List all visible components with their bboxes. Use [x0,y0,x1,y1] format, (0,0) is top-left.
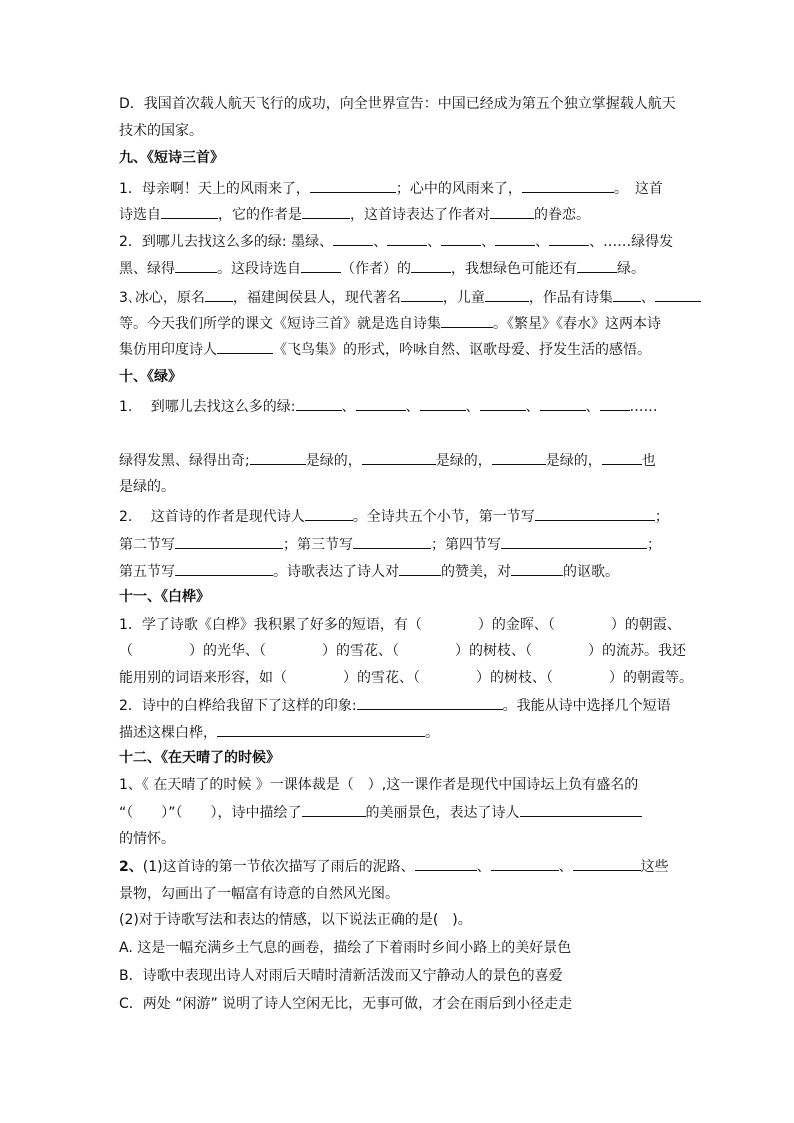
q10-2-text-f: ；第四节写 [431,537,501,553]
blank[interactable] [655,289,701,302]
separator: 、 [373,234,388,250]
blank[interactable] [353,536,431,549]
blank[interactable] [399,563,441,576]
q12-1-line-1: 1、《 在天晴了的时候 》一课体裁是（ ）,这一课作者是现代中国诗坛上负有盛名的 [119,777,639,793]
q10-2-line-1 [119,508,669,525]
blank[interactable] [495,233,535,246]
q12-2-line-1 [119,858,669,875]
separator: 、 [589,234,604,250]
blank[interactable] [485,289,529,302]
blank[interactable] [362,452,436,465]
q9-2-line-2 [119,260,645,277]
q10-2-text-j: 的赞美，对 [441,564,511,580]
blank[interactable] [387,233,427,246]
blank[interactable] [175,536,283,549]
blank[interactable] [520,804,642,817]
q12-2-line-3: (2)对于诗歌写法和表达的情感，以下说法正确的是( )。 [119,912,472,928]
blank[interactable] [441,233,481,246]
q9-3-text-c: ，儿童 [442,290,485,306]
q10-1-text-b: 绿得发黑、绿得出奇; [119,453,250,469]
separator: 、 [525,399,540,415]
blank[interactable] [175,260,217,273]
blank[interactable] [217,341,273,354]
option-d-line-2: 技术的国家。 [119,123,203,139]
q10-1-text-c: 是绿的， [305,453,362,469]
blank[interactable] [535,508,655,521]
q12-1-line-2 [119,804,642,821]
section-12-heading: 十二、《在天晴了的时候》 [119,750,280,766]
q9-2-text-c: 。这段诗选自 [217,261,301,277]
q9-2-text-a: 2．到哪儿去找这么多的绿: 墨绿、 [119,234,334,250]
blank[interactable] [250,452,306,465]
q12-1-text-c: 的美丽景色，表达了诗人 [365,805,520,821]
q12-2-text-end: 这些 [640,859,669,875]
q10-1-text-a: 1. 到哪儿去找这么多的绿: [119,399,296,415]
blank[interactable] [302,206,350,219]
separator: 、 [427,234,442,250]
option-c: C．两处 “闲游” 说明了诗人空闲无比，无事可做，才会在雨后到小径走走 [119,996,573,1012]
q9-2-text-end: ……绿得发 [603,234,674,250]
separator: 、 [405,399,420,415]
blank[interactable] [175,563,273,576]
q12-2-text-a: (1)这首诗的第一节依次描写了雨后的泥路、 [142,859,415,875]
q9-2-text-e: ，我想绿色可能还有 [451,261,577,277]
q11-2-text-d: 。 [425,725,439,741]
blank[interactable] [540,398,586,411]
q10-1-text-e: 是绿的， [545,453,602,469]
q9-3-text-a: 3､冰心，原名 [119,290,205,306]
option-a: A. 这是一幅充满乡土气息的画卷，描绘了下着雨时乡间小路上的美好景色 [119,940,572,956]
q10-1-line-1 [119,398,658,415]
blank[interactable] [161,206,218,219]
separator: 、 [341,399,356,415]
section-10-heading: 十、《绿》 [119,369,182,385]
q9-3-line-2 [119,315,661,332]
q10-2-text-k: 的讴歌。 [563,564,619,580]
section-11-heading: 十一、《白桦》 [119,589,210,605]
blank[interactable] [492,452,546,465]
blank[interactable] [310,180,396,193]
q12-1-line-3: 的情怀。 [119,831,175,847]
q9-3-text-h: 集仿用印度诗人 [119,342,217,358]
separator: 、 [535,234,550,250]
q9-3-text-f: 等。今天我们所学的课文《短诗三首》就是选自诗集 [119,316,441,332]
blank[interactable] [480,398,526,411]
q10-2-text-i: 。诗歌表达了诗人对 [273,564,399,580]
q12-2-number: 2、 [119,859,143,875]
blank[interactable] [401,289,443,302]
q9-1-text-a: 1．母亲啊！天上的风雨来了， [119,181,310,197]
blank[interactable] [602,452,642,465]
blank[interactable] [613,289,641,302]
q9-3-line-3 [119,341,651,358]
q10-2-text-c: ； [654,509,669,525]
blank[interactable] [577,260,617,273]
q9-2-text-d: （作者）的 [341,261,411,277]
blank[interactable] [573,858,641,871]
blank[interactable] [441,315,493,328]
q9-2-text-f: 绿。 [617,261,645,277]
blank[interactable] [305,508,353,521]
q9-3-line-1 [119,289,701,306]
q11-2-text-c: 描述这棵白桦， [119,725,217,741]
q11-1-line-1: 1．学了诗歌《白桦》我积累了好多的短语，有（ ）的金晖、（ ）的朝霞、 [119,617,681,633]
option-b: B．诗歌中表现出诗人对雨后天晴时清新活泼而又宁静动人的景色的喜爱 [119,968,563,984]
blank[interactable] [296,398,342,411]
blank[interactable] [333,233,373,246]
blank[interactable] [415,858,477,871]
blank[interactable] [205,289,233,302]
q10-1-text-d: 是绿的， [435,453,492,469]
q10-2-text-d: 第二节写 [119,537,175,553]
blank[interactable] [522,180,614,193]
option-d-line-1: D．我国首次载人航天飞行的成功，向全世界宣告：中国已经成为第五个独立掌握载人航天 [119,96,676,112]
q9-3-text-i: 《飞鸟集》的形式，吟咏自然、讴歌母爱、抒发生活的感悟。 [273,342,651,358]
q11-1-line-2: （ ）的光华、（ ）的雪花、（ ）的树枝、（ ）的流苏。我还 [119,643,686,659]
q9-3-text-d: ，作品有诗集 [528,290,613,306]
separator: 、 [476,859,491,875]
q10-1-line-3: 是绿的。 [119,479,175,495]
q9-1-line-2 [119,206,590,223]
section-9-heading: 九、《短诗三首》 [119,150,224,166]
separator: 、 [585,399,600,415]
q11-2-text-a: 2．诗中的白桦给我留下了这样的印象: [119,698,357,714]
blank[interactable] [549,233,589,246]
q9-3-text-e: 、 [640,290,655,306]
q10-1-text-f: 也 [641,453,656,469]
ellipsis: …… [629,399,658,415]
blank[interactable] [490,206,534,219]
blank[interactable] [491,858,559,871]
q9-1-text-b: ；心中的风雨来了， [395,181,522,197]
blank[interactable] [411,260,451,273]
q9-1-text-f: ，这首诗表达了作者对 [350,207,490,223]
blank[interactable] [356,398,406,411]
q9-3-text-b: ，福建闽侯县人，现代著名 [232,290,401,306]
separator: 、 [465,399,480,415]
q11-2-text-b: 。我能从诗中选择几个短语 [502,698,671,714]
q10-2-text-b: 。全诗共五个小节，第一节写 [352,509,535,525]
q9-2-text-b: 黑、绿得 [119,261,175,277]
q9-2-line-1 [119,233,673,250]
blank[interactable] [511,563,563,576]
q9-3-text-g: 。《繁星》《春水》这两本诗 [493,316,661,332]
q10-2-line-2 [119,536,661,553]
q10-2-text-h: 第五节写 [119,564,175,580]
blank[interactable] [302,804,366,817]
blank[interactable] [357,697,503,710]
q12-2-line-2: 景物，勾画出了一幅富有诗意的自然风光图。 [119,886,399,902]
q11-1-line-3: 能用别的词语来形容，如（ ）的雪花、（ ）的树枝、（ ）的朝霞等。 [119,670,693,686]
separator: 、 [481,234,496,250]
q10-2-text-e: ；第三节写 [283,537,353,553]
q9-1-text-g: 的眷恋。 [534,207,590,223]
q9-1-line-1 [119,180,663,197]
separator: 、 [558,859,573,875]
q10-2-text-g: ； [647,537,661,553]
q9-1-text-e: ，它的作者是 [218,207,302,223]
q10-2-line-3 [119,563,619,580]
blank[interactable] [501,536,647,549]
q12-1-text-b: “（ ）”（ ），诗中描绘了 [119,805,302,821]
q9-1-text-c: 。 这首 [613,181,663,197]
blank[interactable] [420,398,466,411]
q11-2-line-2 [119,724,439,741]
blank[interactable] [217,724,425,737]
q11-2-line-1 [119,697,671,714]
q9-1-text-d: 诗选自 [119,207,161,223]
q10-2-text-a: 2. 这首诗的作者是现代诗人 [119,509,305,525]
blank[interactable] [301,260,341,273]
blank[interactable] [600,398,630,411]
q10-1-line-2 [119,452,656,469]
